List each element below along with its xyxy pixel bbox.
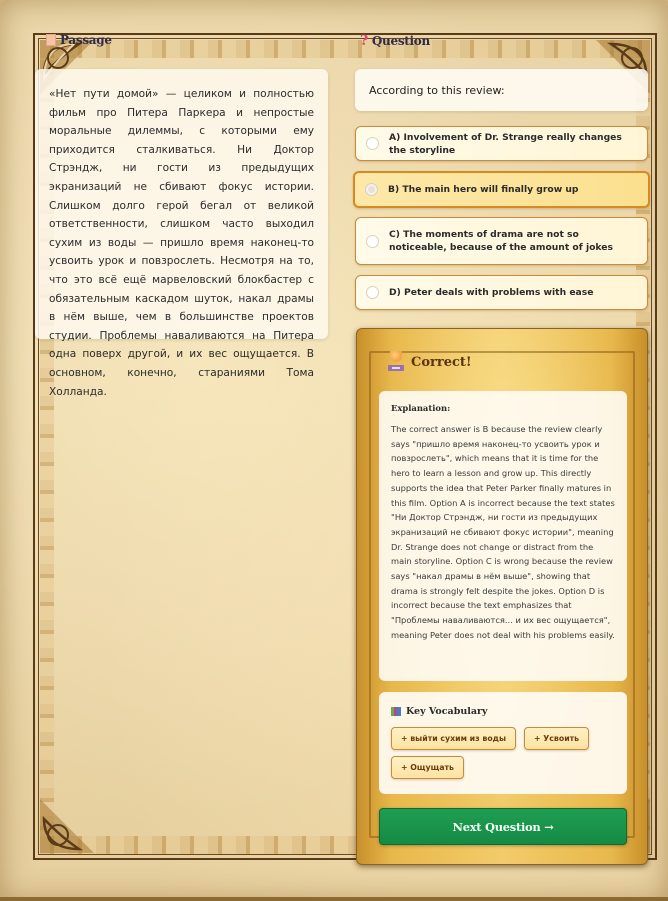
radio-button[interactable]	[366, 286, 379, 299]
vocabulary-card	[379, 692, 627, 794]
result-status: Correct!	[411, 354, 472, 370]
answer-option-b[interactable]	[353, 171, 650, 208]
result-panel	[356, 328, 648, 865]
passage-header-label: Passage	[60, 33, 112, 47]
question-prompt	[355, 69, 648, 111]
explanation-card	[379, 391, 627, 681]
next-question-button[interactable]: Next Question →	[379, 808, 627, 845]
explanation-title: Explanation:	[391, 403, 451, 413]
question-prompt-text: According to this review:	[369, 83, 505, 97]
explanation-text: The correct answer is B because the review clearly says "пришло время наконец-то усвоить урок и повзрослеть", which means that it is time for the hero to learn a lesson and grow up. This directly supports the idea that Peter Parker finally matures in this film. Option A is incorrect because the text states "Ни Доктор Стрэндж, ни гости из предыдущих экранизаций не сбивают фокус истории", meaning Dr. Strange does not change or distract from the main storyline. Option C is wrong because the review says "накал драмы в нём выше", showing that drama is strongly felt despite the jokes. Option D is incorrect because the text emphasizes that "Проблемы наваливаются... и их вес ощущается", meaning Peter does not deal with his problems easily.	[391, 424, 615, 640]
answer-option-d[interactable]	[355, 275, 648, 310]
answer-option-c[interactable]	[355, 217, 648, 265]
answer-option-label: A) Involvement of Dr. Strange really changes the storyline	[389, 131, 622, 156]
vocabulary-chip[interactable]: + Усвоить	[524, 727, 589, 750]
vocabulary-title	[391, 706, 615, 717]
result-header	[387, 351, 472, 373]
books-icon	[391, 707, 401, 716]
passage-header	[46, 33, 112, 47]
question-header	[360, 33, 430, 49]
passage-card	[35, 69, 328, 398]
answer-option-label: C) The moments of drama are not so noticeable, because of the amount of jokes	[389, 229, 613, 253]
document-icon	[46, 34, 56, 46]
vocabulary-title-label: Key Vocabulary	[406, 706, 488, 717]
celtic-knot-corner-icon	[34, 775, 118, 859]
answer-option-label: B) The main hero will finally grow up	[388, 184, 579, 195]
answer-option-a[interactable]	[355, 126, 648, 161]
radio-button[interactable]	[366, 235, 379, 248]
answer-option-label: D) Peter deals with problems with ease	[389, 287, 594, 298]
question-mark-icon: ?	[360, 33, 368, 49]
trophy-icon	[387, 351, 405, 373]
passage-text: «Нет пути домой» — целиком и полностью фильм про Питера Паркера и непростые моральные дилеммы, с которыми ему приходится сталкиваться. Ни Доктор Стрэндж, ни гости из предыдущих экранизаций не сбивают фокус истории. Слишком долго герой бегал от великой ответственности, слишком часто выходил сухим из воды — пришло время наконец-то усвоить урок и повзрослеть. Несмотря на то, что это всё ещё марвеловский блокбастер с обязательным каскадом шуток, накал драмы в нём выше, чем в большинстве проектов студии. Проблемы наваливаются на Питера одна поверх другой, и их вес ощущается. В основном, конечно, стараниями Тома Холланда.	[49, 88, 314, 398]
vocabulary-chips	[391, 727, 615, 779]
radio-button[interactable]	[366, 137, 379, 150]
question-header-label: Question	[371, 34, 430, 48]
radio-button[interactable]	[365, 183, 378, 196]
vocabulary-chip[interactable]: + выйти сухим из воды	[391, 727, 516, 750]
vocabulary-chip[interactable]: + Ощущать	[391, 756, 464, 779]
